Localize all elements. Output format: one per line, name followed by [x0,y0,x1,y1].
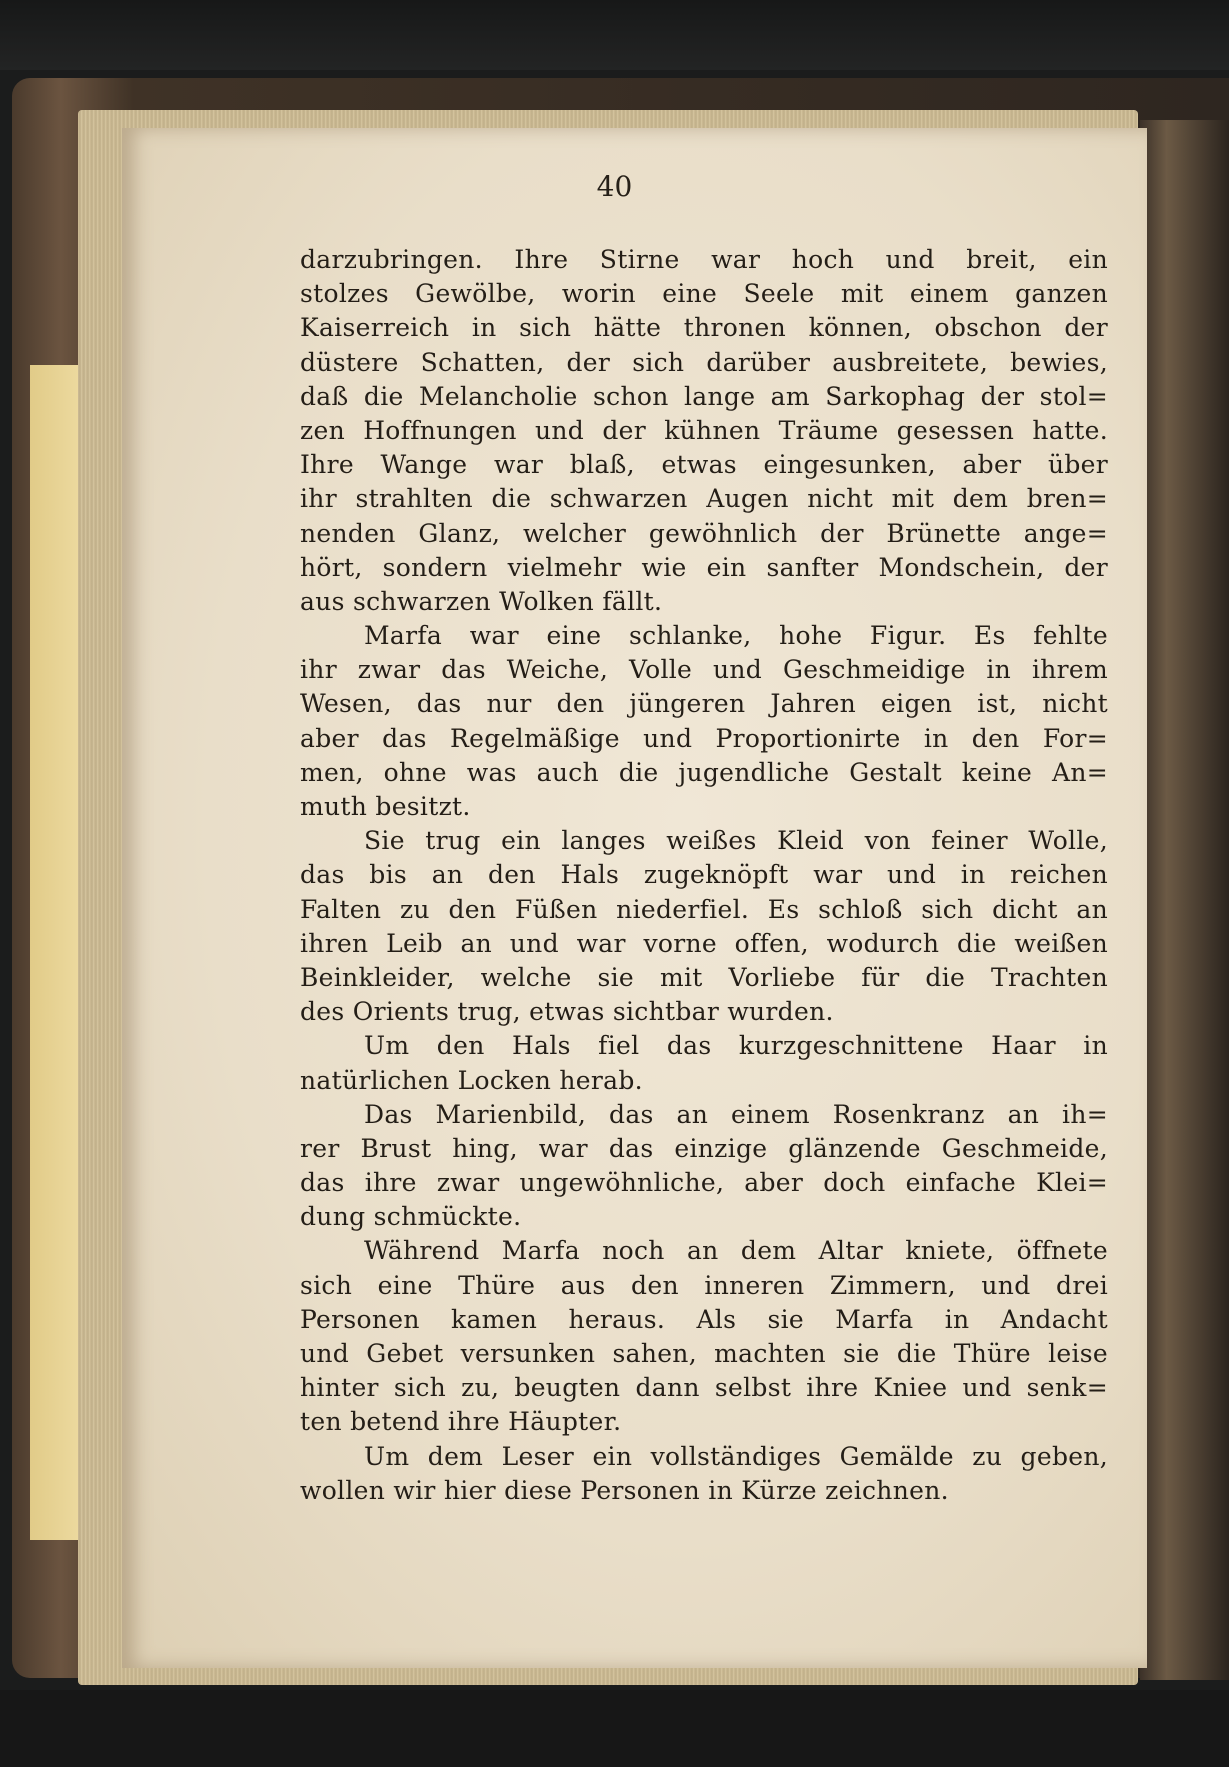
text-line: Sie trug ein langes weißes Kleid von feiner Wolle, [364,826,1108,856]
text-line: ihr zwar das Weiche, Volle und Geschmeidige in ihrem [300,655,1108,685]
text-line: dung schmückte. [300,1202,522,1232]
text-line: daß die Melancholie schon lange am Sarkophag der stol= [300,381,1108,411]
facing-page-edge [1140,120,1229,1680]
text-line: aber das Regelmäßige und Proportionirte in den For= [300,723,1108,753]
text-line: Kaiserreich in sich hätte thronen können, obschon der [300,313,1108,343]
text-line: nenden Glanz, welcher gewöhnlich der Brünette ange= [300,518,1108,548]
text-line: des Orients trug, etwas sichtbar wurden. [300,997,834,1027]
text-line: Marfa war eine schlanke, hohe Figur. Es fehlte [364,621,1108,651]
text-line: Um den Hals fiel das kurzgeschnittene Haar in [364,1031,1108,1061]
text-line: Das Marienbild, das an einem Rosenkranz an ih= [364,1099,1108,1129]
inserted-sheet [30,365,78,1540]
text-line: Personen kamen heraus. Als sie Marfa in Andacht [300,1304,1108,1334]
text-line: stolzes Gewölbe, worin eine Seele mit einem ganzen [300,279,1108,309]
bottom-backdrop [0,1690,1229,1767]
text-line: ten betend ihre Häupter. [300,1407,622,1437]
text-line: düstere Schatten, der sich darüber ausbreitete, bewies, [300,347,1108,377]
text-line: Falten zu den Füßen niederfiel. Es schloß sich dicht an [300,894,1108,924]
text-line: Beinkleider, welche sie mit Vorliebe für die Trachten [300,962,1108,992]
text-line: Während Marfa noch an dem Altar kniete, öffnete [364,1236,1108,1266]
text-line: hinter sich zu, beugten dann selbst ihre Kniee und senk= [300,1373,1108,1403]
text-line: wollen wir hier diese Personen in Kürze zeichnen. [300,1475,949,1505]
text-line: Um dem Leser ein vollständiges Gemälde zu geben, [364,1441,1108,1471]
body-text [300,243,1108,1508]
page-number: 40 [596,170,633,203]
text-line: muth besitzt. [300,792,471,821]
text-line: ihren Leib an und war vorne offen, wodurch die weißen [300,928,1108,958]
text-line: darzubringen. Ihre Stirne war hoch und breit, ein [300,245,1108,274]
text-line: rer Brust hing, war das einzige glänzende Geschmeide, [300,1133,1108,1163]
text-line: ihr strahlten die schwarzen Augen nicht mit dem bren= [300,484,1108,514]
text-line: das ihre zwar ungewöhnliche, aber doch einfache Klei= [300,1168,1108,1198]
text-line: das bis an den Hals zugeknöpft war und in reichen [300,860,1108,890]
backdrop [0,0,1229,70]
text-line: hört, sondern vielmehr wie ein sanfter Mondschein, der [300,552,1108,582]
text-line: Ihre Wange war blaß, etwas eingesunken, aber über [300,450,1108,480]
text-line: zen Hoffnungen und der kühnen Träume gesessen hatte. [300,415,1108,445]
text-line: men, ohne was auch die jugendliche Gestalt keine An= [300,757,1108,787]
text-line: und Gebet versunken sahen, machten sie die Thüre leise [300,1339,1108,1368]
text-line: Wesen, das nur den jüngeren Jahren eigen ist, nicht [300,689,1108,719]
text-line: aus schwarzen Wolken fällt. [300,586,663,616]
text-line: natürlichen Locken herab. [300,1065,643,1095]
text-line: sich eine Thüre aus den inneren Zimmern, und drei [300,1270,1108,1300]
